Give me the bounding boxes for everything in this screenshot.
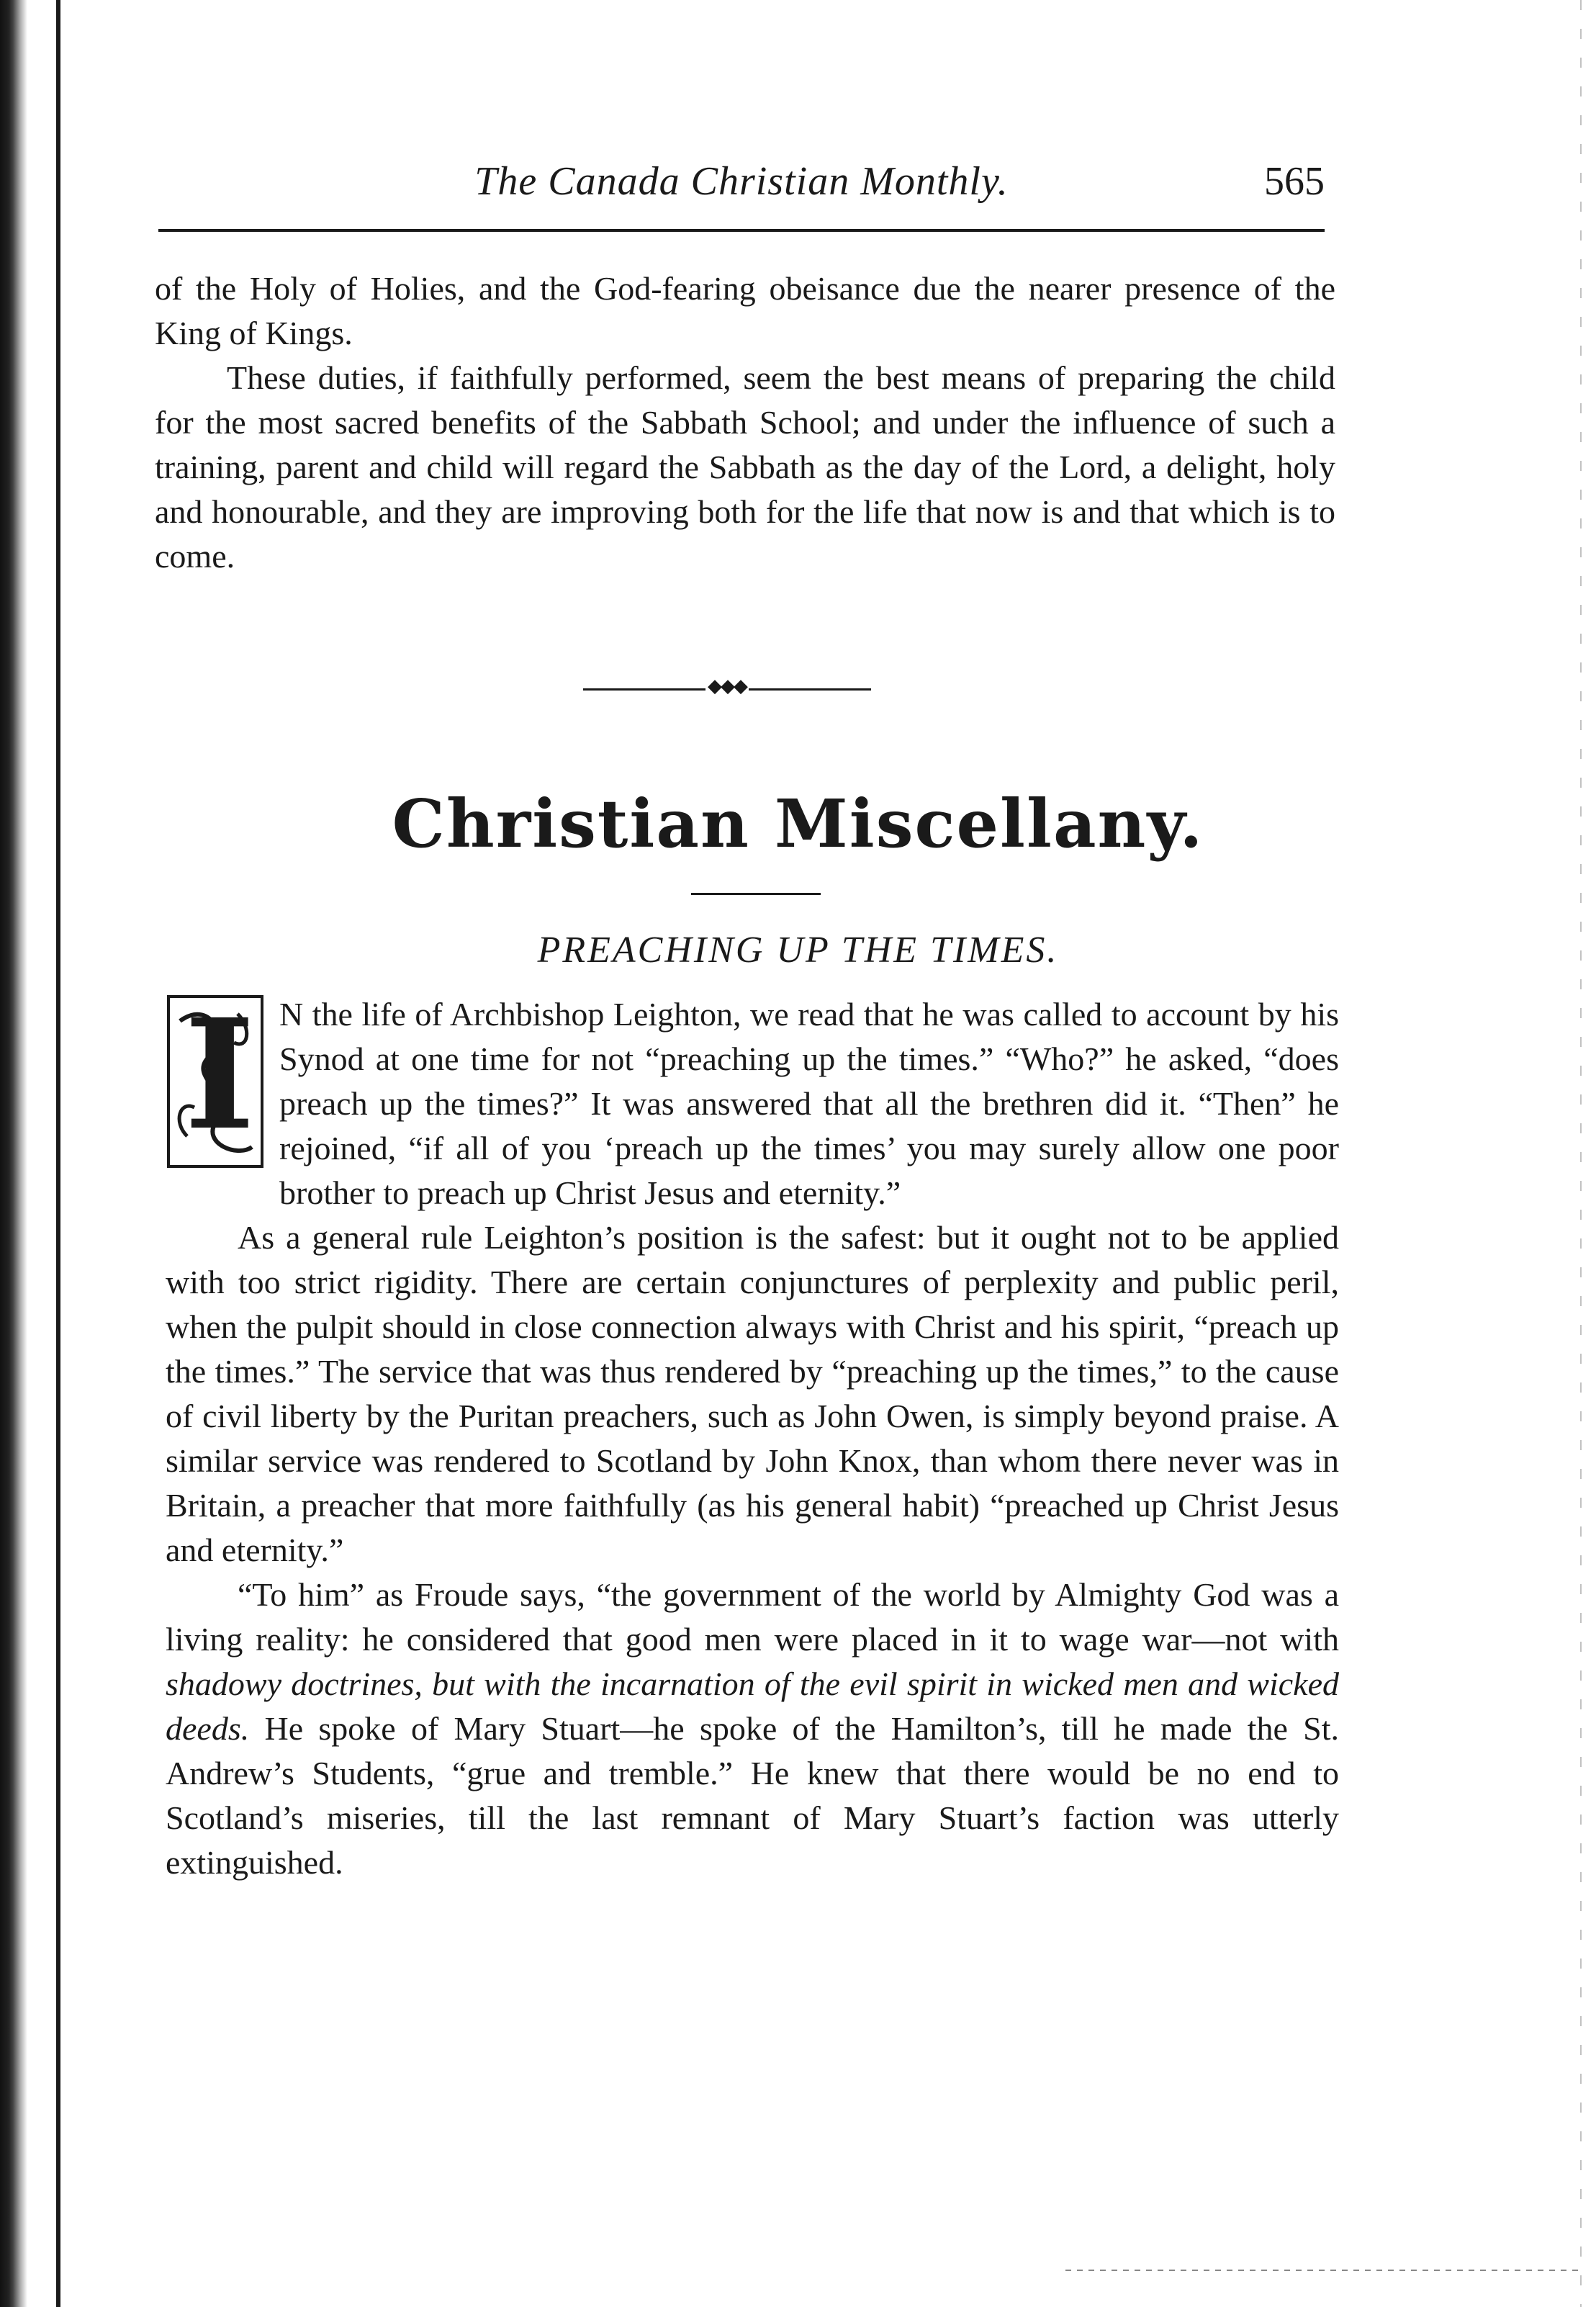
drop-cap-letter: I [184,986,256,1164]
divider-line-left [583,688,705,691]
page-edge-bottom [1065,2270,1584,2271]
article-third-paragraph [166,1573,1339,1885]
divider-line-right [749,688,871,691]
section-heading: Christian Miscellany. [392,785,1204,863]
heading-rule [691,893,821,895]
book-spine-shadow [0,0,27,2307]
article-title: PREACHING UP THE TIMES. [537,930,1059,971]
third-paragraph-italic: shadowy doctrines, but with the incarnation of the evil spirit in wicked men and wicked deeds. [166,1665,1339,1747]
divider-ornament-icon: ◆◆◆ [708,675,747,696]
running-title: The Canada Christian Monthly. [474,159,1009,204]
first-paragraph-text: N the life of Archbishop Leighton, we read that he was called to account by his Synod at one time for not “preaching up the times.” “Who?” he asked, “does preach up the times?” It was answered that all the brethren did it. “Then” he rejoined, “if all of you ‘preach up the times’ you may surely allow one poor brother to preach up Christ Jesus and eternity.” [279,996,1339,1211]
page-number: 565 [1264,159,1325,204]
third-paragraph-end: He spoke of Mary Stuart—he spoke of the Hamilton’s, till he made the St. Andrew’s Students, “grue and tremble.” He knew that there would be no end to Scotland’s miseries, till the last remnant of Mary Stuart’s faction was utterly extinguished. [166,1710,1339,1881]
closing-paragraph: These duties, if faithfully performed, seem the best means of preparing the child for the most sacred benefits of the Sabbath School; and under the influence of such a training, parent and child will regard the Sabbath as the day of the Lord, a delight, holy and honourable, and they are improving both for the life that now is and that which is to come. [155,359,1335,575]
article-body [166,986,1339,1885]
continued-paragraph: of the Holy of Holies, and the God-fearing obeisance due the nearer presence of the King of Kings. [155,270,1335,351]
header-rule [158,229,1325,232]
running-head [158,151,1325,209]
drop-cap [166,986,266,1172]
continued-text [155,266,1335,579]
page-edge-right [1580,0,1582,2307]
article-first-paragraph [166,986,1339,1215]
gutter-line [56,0,60,2307]
article-second-paragraph: As a general rule Leighton’s position is the safest: but it ought not to be applied with too strict rigidity. There are certain conjunctures of perplexity and public peril, when the pulpit should in close connection always with Christ and his spirit, “preach up the times.” The service that was thus rendered by “preaching up the times,” to the cause of civil liberty by the Puritan preachers, such as John Owen, is simply beyond praise. A similar service was rendered to Scotland by John Knox, than whom there never was in Britain, a preacher that more faithfully (as his general habit) “preached up Christ Jesus and eternity.” [166,1219,1339,1568]
third-paragraph-start: “To him” as Froude says, “the government of the world by Almighty God was a living reality: he considered that good men were placed in it to wage war—not with [166,1576,1339,1658]
ornamental-divider [583,675,871,697]
